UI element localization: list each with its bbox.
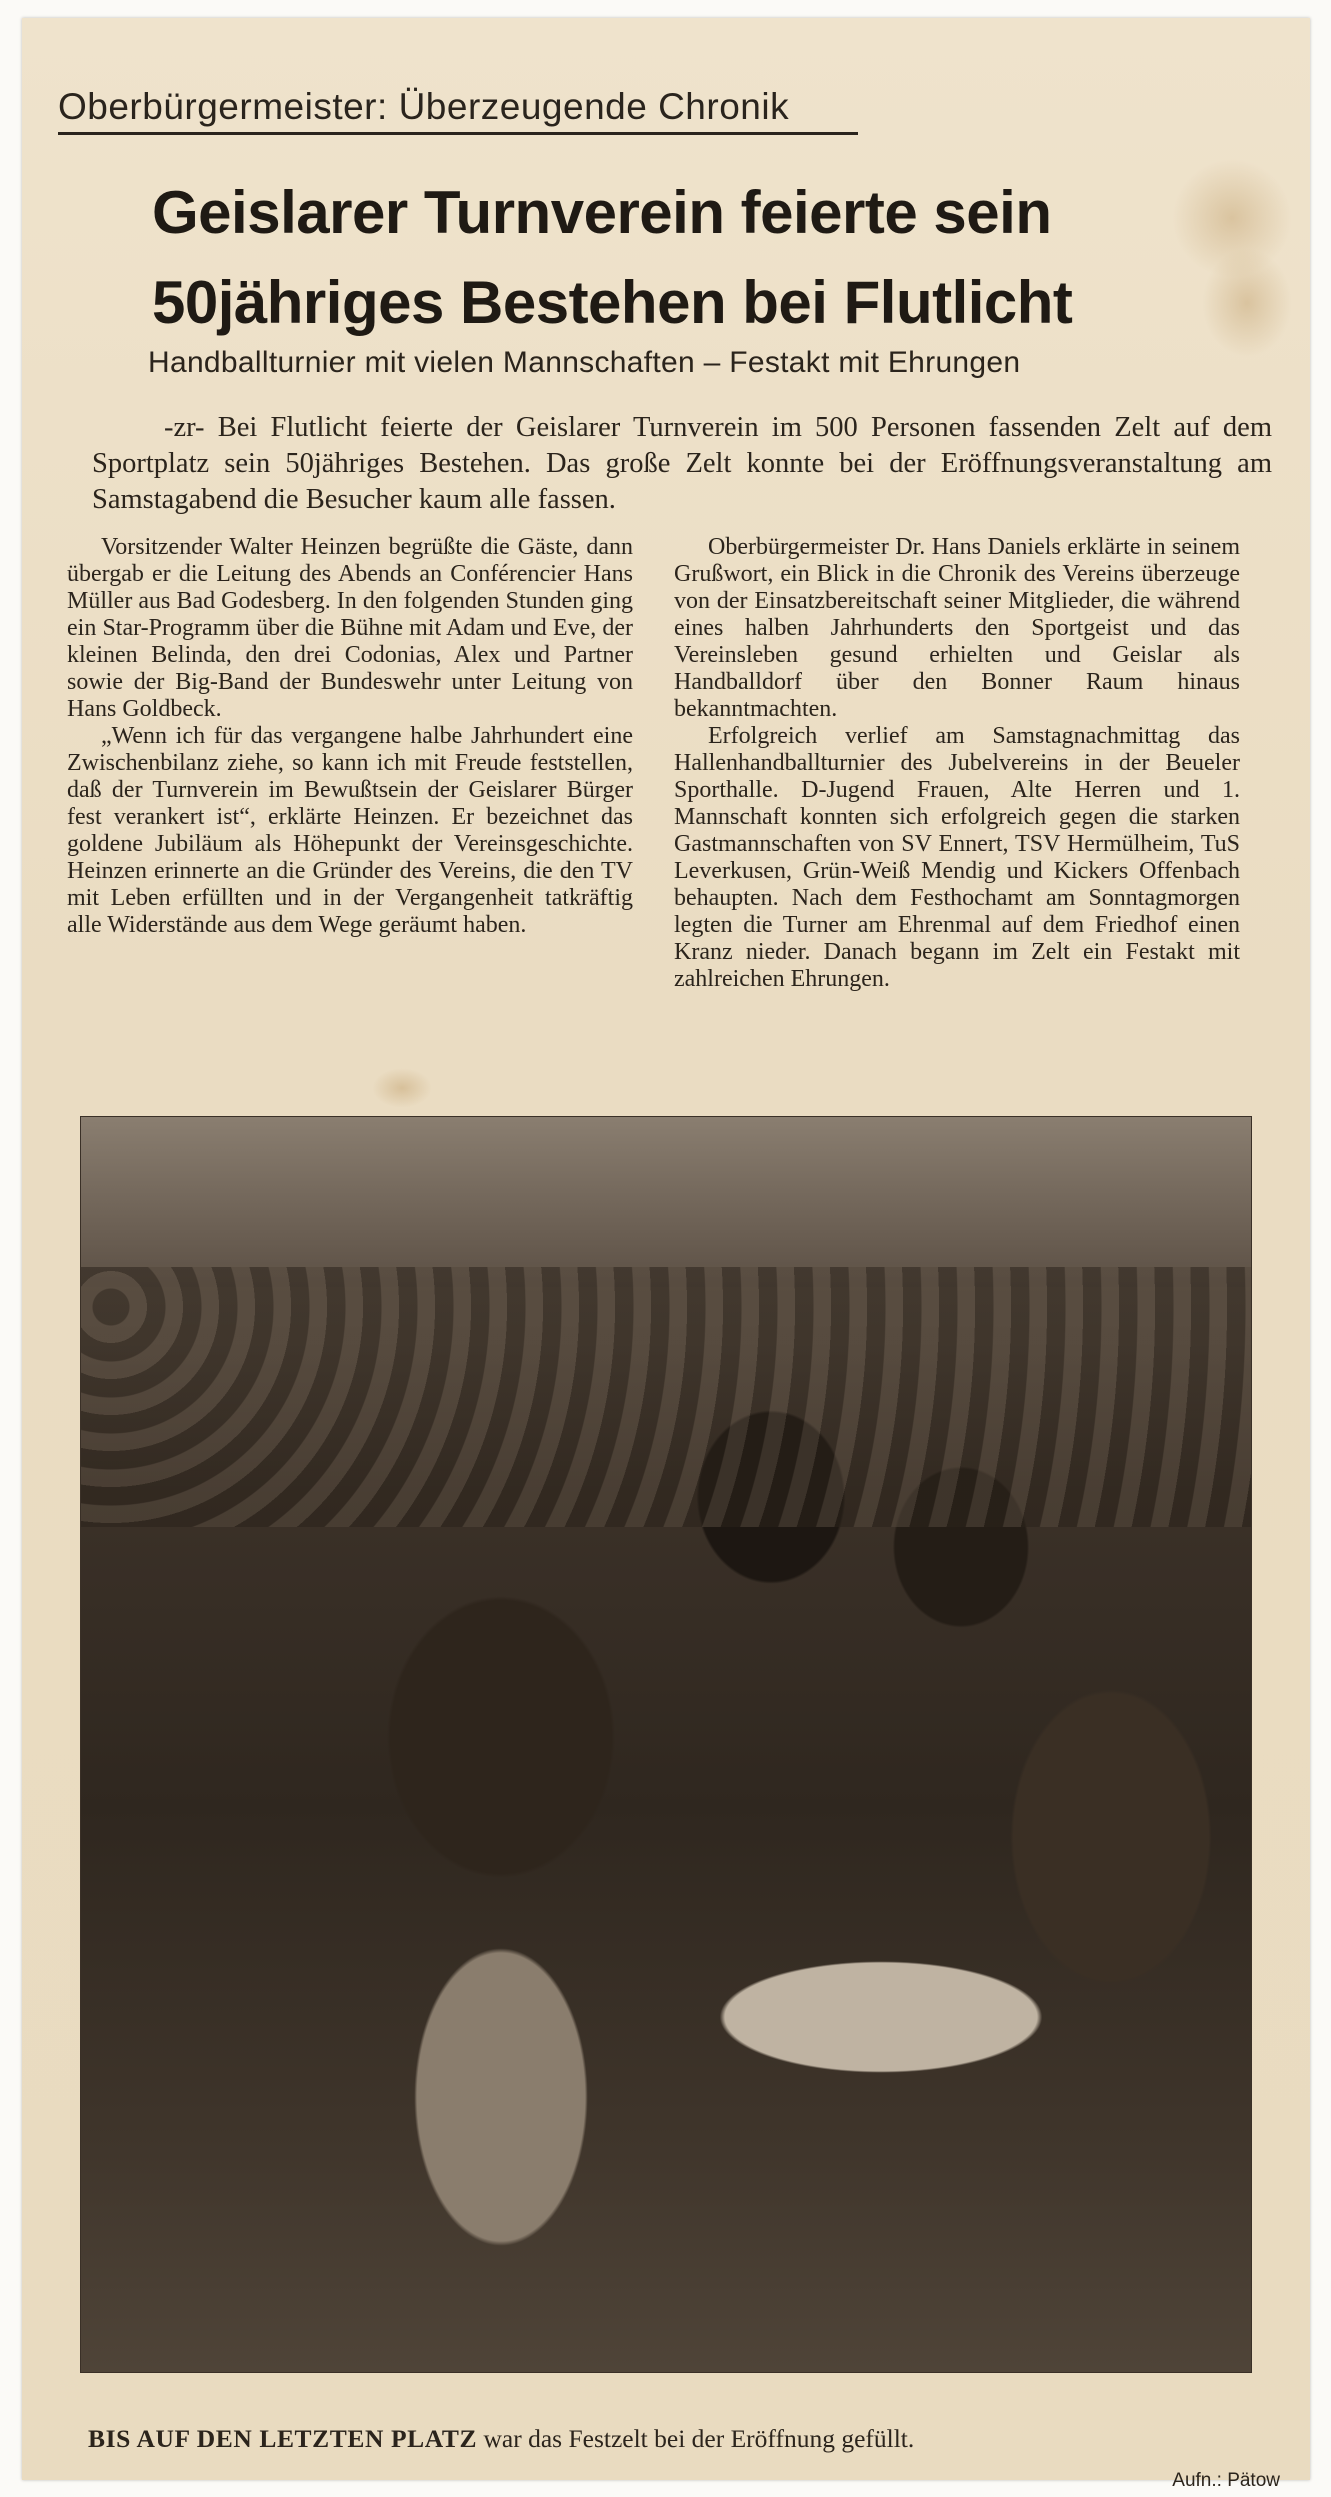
article-kicker: Oberbürgermeister: Überzeugende Chronik: [58, 86, 858, 135]
paragraph: Oberbürgermeister Dr. Hans Daniels erklärte in seinem Grußwort, ein Blick in die Chronik des Vereins überzeuge von der Einsatzbereitschaft seiner Mitglieder, die während eines halben Jahrhunderts den Sportgeist und das Vereinsleben gesund erhielten und Geislar als Handballdorf über den Bonner Raum hinaus bekanntmachten.: [674, 534, 1240, 722]
article-column-left: [67, 534, 633, 939]
caption-text: war das Festzelt bei der Eröffnung gefüllt.: [477, 2424, 915, 2453]
headline-line-2: 50jähriges Bestehen bei Flutlicht: [152, 269, 1073, 336]
photo-credit: Aufn.: Pätow: [1172, 2470, 1280, 2491]
event-photo: [80, 1116, 1252, 2373]
caption-lead: BIS AUF DEN LETZTEN PLATZ: [88, 2424, 478, 2453]
newspaper-clipping: [22, 18, 1310, 2491]
paragraph: Vorsitzender Walter Heinzen begrüßte die Gäste, dann übergab er die Leitung des Abends an Conférencier Hans Müller aus Bad Godesberg. In den folgenden Stunden ging ein Star-Programm über die Bühne mit Adam und Eve, der kleinen Belinda, den drei Codonias, Alex und Partner sowie der Big-Band der Bundeswehr unter Leitung von Hans Goldbeck.: [67, 534, 633, 722]
headline-line-1: Geislarer Turnverein feierte sein: [152, 179, 1052, 246]
paper-stain: [372, 1068, 432, 1108]
crowd-background: [81, 1267, 1251, 1527]
photo-caption: [88, 2424, 1268, 2454]
article-intro: -zr- Bei Flutlicht feierte der Geislarer Turnverein im 500 Personen fassenden Zelt auf dem Sportplatz sein 50jähriges Bestehen. Das große Zelt konnte bei der Eröffnungsveranstaltung am Samstagabend die Besucher kaum alle fassen.: [92, 412, 1272, 515]
article-headline: [152, 168, 1252, 348]
article-column-right: [674, 534, 1240, 993]
paragraph: „Wenn ich für das vergangene halbe Jahrhundert eine Zwischenbilanz ziehe, so kann ich mit Freude feststellen, daß der Turnverein im Bewußtsein der Geislarer Bürger fest verankert ist“, erklärte Heinzen. Er bezeichnet das goldene Jubiläum als Höhepunkt der Vereinsgeschichte. Heinzen erinnerte an die Gründer des Vereins, die den TV mit Leben erfüllten und in der Vergangenheit tatkräftig alle Widerstände aus dem Wege geräumt haben.: [67, 723, 633, 938]
article-subhead: Handballturnier mit vielen Mannschaften – Festakt mit Ehrungen: [148, 346, 1021, 379]
tent-ceiling: [81, 1117, 1251, 1287]
paragraph: Erfolgreich verlief am Samstagnachmittag das Hallenhandballturnier des Jubelvereins in der Beueler Sporthalle. D-Jugend Frauen, Alte Herren und 1. Mannschaft konnten sich erfolgreich gegen die starken Gastmannschaften von SV Ennert, TSV Hermülheim, TuS Leverkusen, Grün-Weiß Mendig und Kickers Offenbach behaupten. Nach dem Festhochamt am Sonntagmorgen legten die Turner am Ehrenmal auf dem Friedhof einen Kranz nieder. Danach begann im Zelt ein Festakt mit zahlreichen Ehrungen.: [674, 723, 1240, 992]
